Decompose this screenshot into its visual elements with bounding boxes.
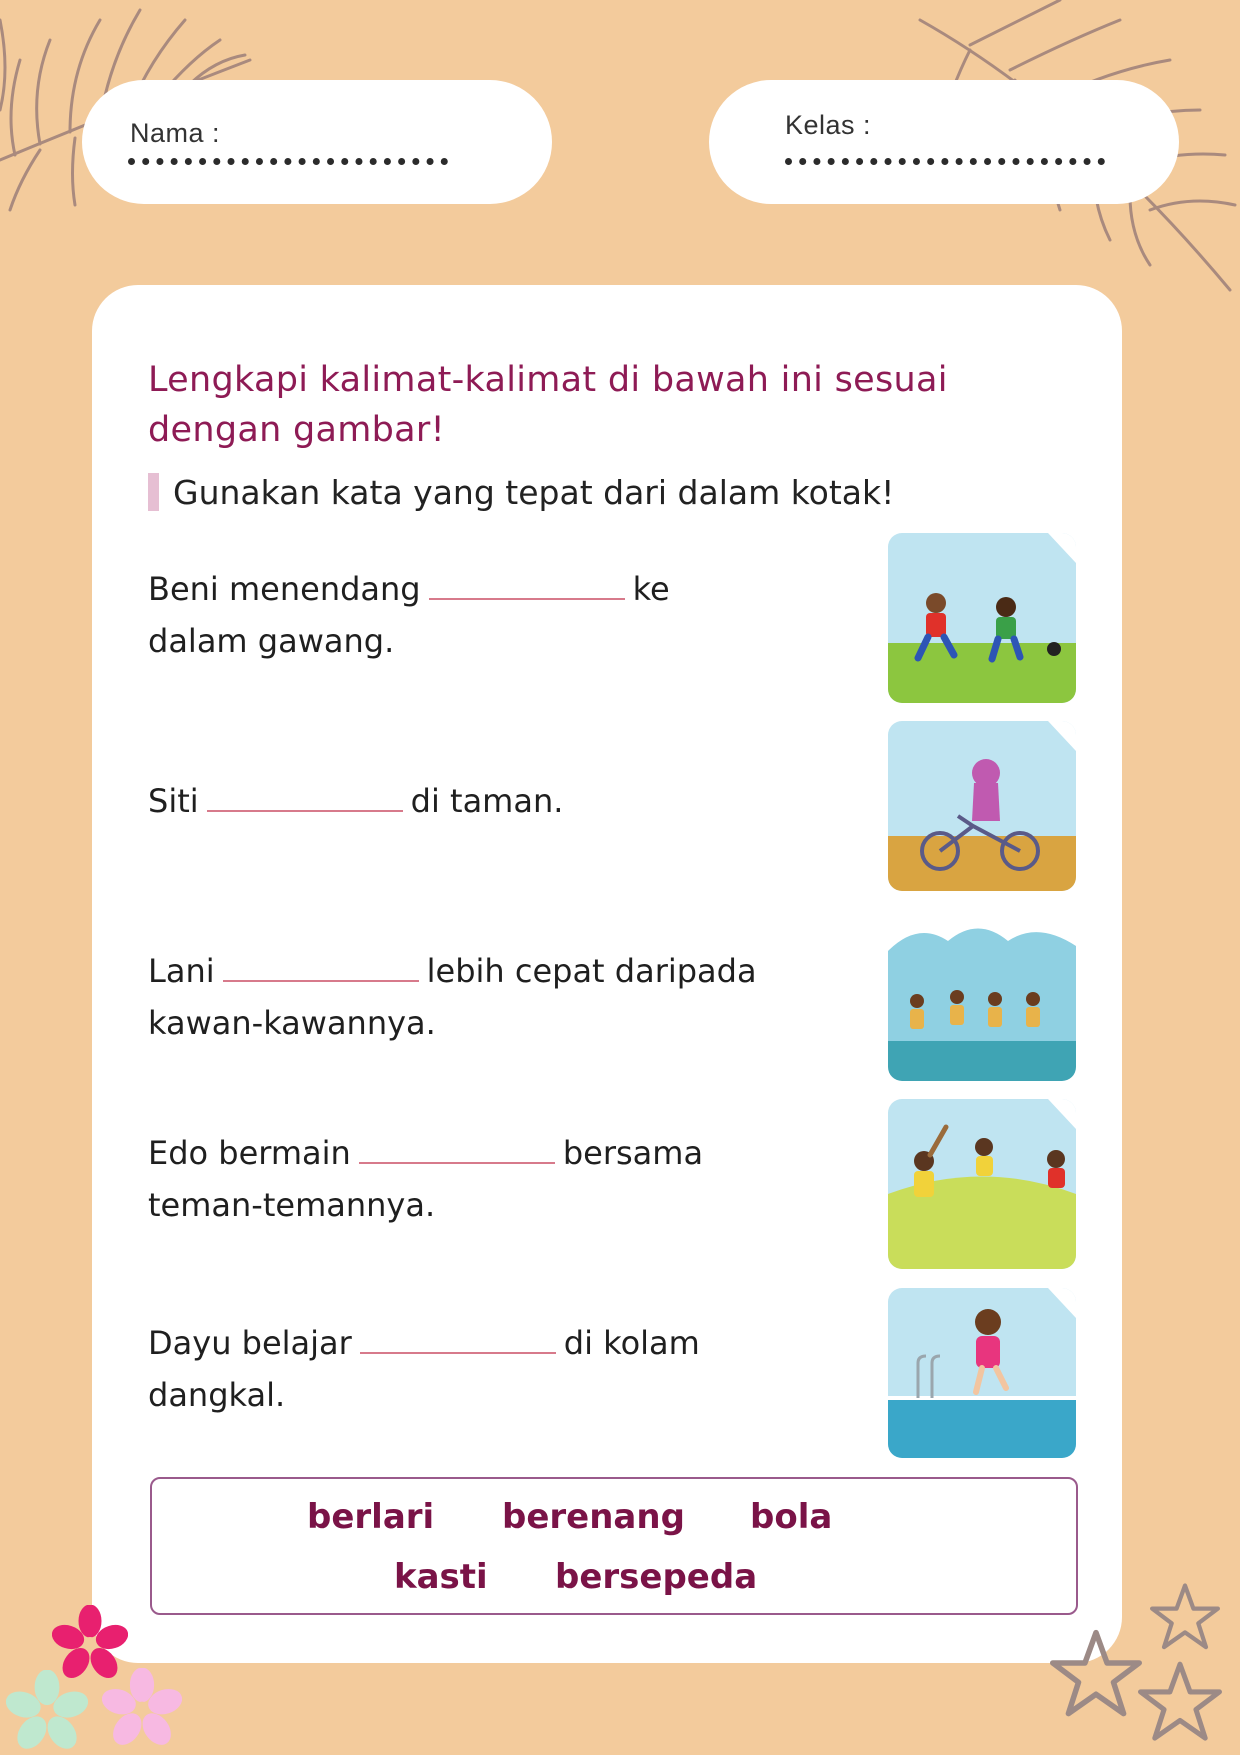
name-dotted-line [128,158,448,165]
question-3-line2: kawan-kawannya. [148,1004,436,1042]
question-2 [148,775,848,827]
question-5-before: Dayu belajar [148,1324,352,1362]
question-4-before: Edo bermain [148,1134,351,1172]
question-1-line2: dalam gawang. [148,622,395,660]
question-2-after: di taman. [410,782,564,820]
question-1-after: ke [632,570,670,608]
class-label: Kelas : [785,110,872,140]
word-option[interactable]: berenang [502,1497,685,1537]
name-field[interactable] [82,80,552,204]
star-outline-icon [1138,1660,1222,1744]
word-option[interactable]: kasti [394,1557,488,1597]
subtitle-marker [148,473,159,511]
word-option[interactable]: bola [750,1497,833,1537]
girl-riding-bicycle-icon [888,721,1076,891]
children-running-race-icon [888,911,1076,1081]
question-1-blank[interactable] [429,574,625,600]
question-3-before: Lani [148,952,215,990]
worksheet-card [92,285,1122,1663]
class-dotted-line [785,158,1105,165]
word-option[interactable]: bersepeda [555,1557,758,1597]
question-5-line2: dangkal. [148,1376,286,1414]
instruction-subtitle [148,471,894,515]
question-2-blank[interactable] [207,786,403,812]
name-label: Nama : [130,118,221,148]
question-3-blank[interactable] [223,956,419,982]
girl-jumping-into-pool-icon [888,1288,1076,1458]
class-field[interactable] [709,80,1179,204]
star-outline-icon [1150,1582,1220,1652]
question-4-after: bersama [562,1134,704,1172]
question-1 [148,563,848,667]
question-5 [148,1317,848,1421]
flower-lightpink-icon [102,1668,182,1748]
question-1-before: Beni menendang [148,570,421,608]
instruction-title: Lengkapi kalimat-kalimat di bawah ini sesuai dengan gambar! [148,360,948,450]
question-5-after: di kolam [563,1324,700,1362]
question-4-line2: teman-temannya. [148,1186,436,1224]
question-4 [148,1127,848,1231]
question-5-blank[interactable] [360,1328,556,1354]
children-playing-kasti-icon [888,1099,1076,1269]
flower-mint-icon [6,1670,88,1752]
question-2-before: Siti [148,782,199,820]
question-4-blank[interactable] [359,1138,555,1164]
question-3-after: lebih cepat daripada [426,952,757,990]
boys-playing-football-icon [888,533,1076,703]
word-option[interactable]: berlari [307,1497,435,1537]
question-3 [148,945,848,1049]
star-outline-icon [1050,1628,1142,1720]
word-bank [150,1477,1078,1615]
subtitle-text: Gunakan kata yang tepat dari dalam kotak! [173,473,895,512]
